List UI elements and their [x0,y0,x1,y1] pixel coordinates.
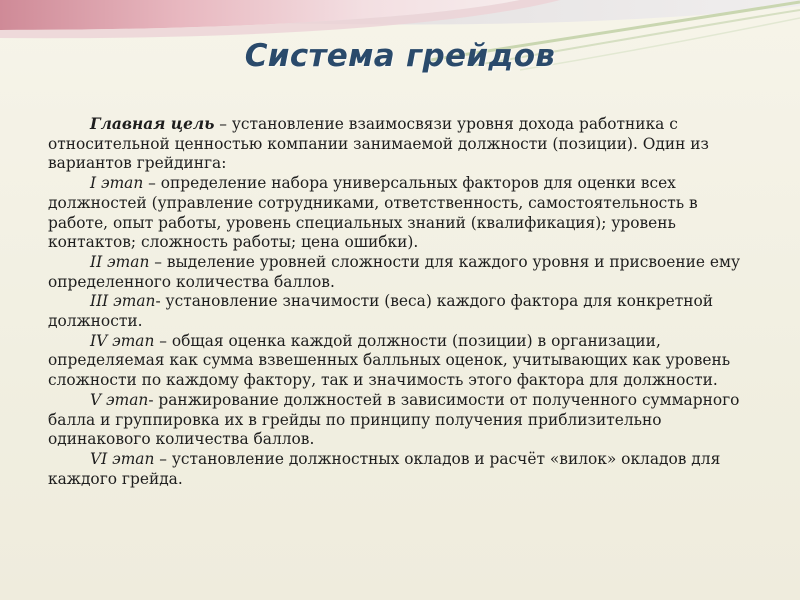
slide-body [48,115,748,489]
paragraph-stage-2 [48,253,748,292]
stage-5-text: - ранжирование должностей в зависимости от полученного суммарного балла и группировка их в грейды по принципу получения приблизительно одинакового количества баллов. [48,390,740,449]
paragraph-stage-5 [48,391,748,450]
stage-1-text: – определение набора универсальных факторов для оценки всех должностей (управление сотрудниками, ответственность, самостоятельность в работе, опыт работы, уровень специальных знаний (квалификация); уровень контактов; сложность работы; цена ошибки). [48,174,698,252]
stage-6-label: VI этап [90,449,155,468]
stage-1-label: I этап [90,174,144,193]
paragraph-stage-6 [48,450,748,489]
stage-2-text: – выделение уровней сложности для каждого уровня и присвоение ему определенного количества баллов. [48,252,741,291]
stage-2-label: II этап [90,252,150,271]
stage-3-label: III этап [90,292,156,311]
slide-title: Система грейдов [244,38,556,74]
paragraph-stage-1 [48,174,748,253]
main-goal-text: – установление взаимосвязи уровня дохода работника с относительной ценностью компании занимаемой должности (позиции). Один из вариантов грейдинга: [48,115,709,173]
stage-3-text: - установление значимости (веса) каждого фактора для конкретной должности. [48,292,714,331]
stage-6-text: – установление должностных окладов и расчёт «вилок» окладов для каждого грейда. [48,449,721,488]
paragraph-stage-3 [48,292,748,331]
stage-5-label: V этап [90,390,149,409]
paragraph-main-goal [48,115,748,174]
stage-4-label: IV этап [90,331,155,350]
stage-4-text: – общая оценка каждой должности (позиции) в организации, определяемая как сумма взвешенных балльных оценок, учитывающих как уровень сложности по каждому фактору, так и значимость этого фактора для должности. [48,331,731,390]
main-goal-label: Главная цель [90,115,215,133]
paragraph-stage-4 [48,332,748,391]
